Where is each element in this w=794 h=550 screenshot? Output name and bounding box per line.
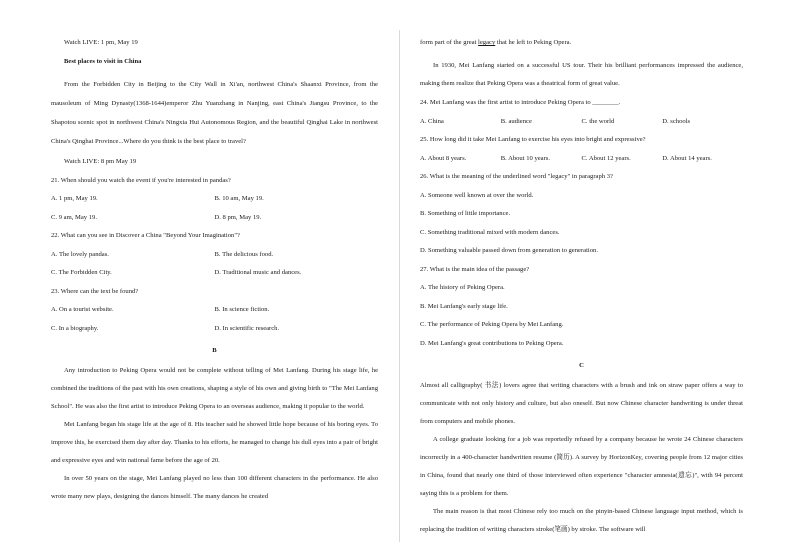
q27-option-d: D. Mei Lanfang's great contributions to Peking Opera.	[420, 339, 564, 347]
right-column	[420, 38, 743, 539]
q21-option-d: D. 8 pm, May 19.	[214, 213, 262, 221]
section-c-paragraph-2: A college graduate looking for a job was reportedly refused by a company because he wrote 24 Chinese characters incorrectly in a 400-character handwritten resume (简历). A survey by HorizonKey, covering people from 12 major cities in China, found that nearly one third of those interviewed often experience "character amnesia(遗忘)", with 94 percent saying this is a problem for them.	[420, 435, 743, 497]
q22-options-row2	[51, 268, 378, 278]
q27-option-c: C. The performance of Peking Opera by Mei Lanfang.	[420, 321, 564, 328]
q23-option-d: D. In scientific research.	[214, 324, 280, 332]
q25-options	[420, 154, 743, 164]
section-b-paragraph-2: Mei Lanfang began his stage life at the age of 8. His teacher said he showed little hope because of his boring eyes. To improve this, he exercised them day after day. Thanks to his efforts, he managed to change his dull eyes into a pair of bright and expressive eyes and win national fame before the age of 20.	[51, 420, 378, 464]
legacy-text-after: that he left to Peking Opera.	[495, 39, 572, 46]
section-b-paragraph-3: In over 50 years on the stage, Mei Lanfang played no less than 100 different characters in the performance. He also wrote many new plays, designing the dances himself. The many dances he created	[51, 474, 378, 500]
section-b-paragraph-1: Any introduction to Peking Opera would not be complete without telling of Mei Lanfang. During his stage life, he combined the traditions of the past with his own creations, shaping a style of his own and giving birth to "The Mei Lanfang School". He was also the first artist to introduce Peking Opera to an overseas audience, making it popular to the world.	[51, 366, 378, 410]
q24-option-c: C. the world	[581, 117, 615, 125]
q21-options-row1	[51, 194, 378, 204]
q27-option-b: B. Mei Lanfang's early stage life.	[420, 302, 508, 310]
watch-live-1: Watch LIVE: 1 pm, May 19	[64, 39, 138, 46]
q22-option-d: D. Traditional music and dances.	[214, 269, 302, 276]
left-column	[51, 38, 378, 506]
q27-option-a: A. The history of Peking Opera.	[420, 284, 505, 291]
q24-option-b: B. audience	[500, 117, 532, 125]
q25-option-a: A. About 8 years.	[420, 154, 467, 162]
q23-option-c: C. In a biography.	[51, 324, 99, 332]
q24-option-d: D. schools	[662, 117, 691, 125]
q24-option-a: A. China	[420, 117, 444, 125]
q25-option-d: D. About 14 years.	[662, 154, 712, 162]
section-b-paragraph-3-continued	[420, 38, 743, 48]
section-b-heading: B	[212, 346, 217, 354]
places-paragraph: From the Forbidden City in Beijing to the City Wall in Xi'an, northwest China's Shaanxi Province, from the mausoleum of Ming Dynasty(1368-1644)emperor Zhu Yuanzhang in Nanjing, east China's Jiangsu Province, to the Shapotou scenic spot in northwest China's Ningxia Hui Autonomous Region, and the beautiful Qinghai Lake in northwest China's Qinghai Province...Where do you think is the best place to travel?	[51, 81, 378, 145]
q22-option-b: B. The delicious food.	[214, 250, 274, 258]
q23-option-a: A. On a tourist website.	[51, 306, 114, 313]
q25-option-b: B. About 10 years.	[500, 154, 551, 162]
q23-options-row1	[51, 305, 378, 315]
q22-options-row1	[51, 250, 378, 260]
q22-option-c: C. The Forbidden City.	[51, 269, 112, 276]
question-26: 26. What is the meaning of the underlined word "legacy" in paragraph 3?	[420, 173, 613, 180]
question-23: 23. Where can the text be found?	[51, 287, 139, 295]
q26-option-b: B. Something of little importance.	[420, 210, 511, 217]
section-c-paragraph-3: The main reason is that most Chinese rely too much on the pinyin-based Chinese language input method, which is replacing the tradition of writing characters stroke(笔画) by stroke. The software will	[420, 507, 743, 533]
section-b-paragraph-4: In 1930, Mei Lanfang started on a successful US tour. Their his brilliant performances impressed the audience, making them realize that Peking Opera was a theatrical form of great value.	[420, 62, 743, 87]
legacy-text-before: form part of the great	[420, 39, 479, 46]
question-24: 24. Mei Lanfang was the first artist to introduce Peking Opera to ________.	[420, 99, 621, 106]
q26-option-d: D. Something valuable passed down from generation to generation.	[420, 247, 598, 254]
q26-option-a: A. Someone well known at over the world.	[420, 191, 534, 199]
q24-options	[420, 117, 743, 127]
q26-option-c: C. Something traditional mixed with modern dances.	[420, 228, 560, 236]
section-c-paragraph-1: Almost all calligraphy( 书法) lovers agree that writing characters with a brush and ink on straw paper offers a way to communicate with not only history and culture, but also oneself. But now Chinese character handwriting is under threat from computers and mobile phones.	[420, 381, 743, 425]
question-25: 25. How long did it take Mei Lanfang to exercise his eyes into bright and expressive?	[420, 136, 646, 143]
q23-option-b: B. In science fiction.	[214, 306, 270, 313]
underlined-legacy: legacy	[478, 39, 496, 46]
q21-option-a: A. 1 pm, May 19.	[51, 195, 98, 202]
q21-option-c: C. 9 am, May 19.	[51, 213, 97, 221]
question-22: 22. What can you see in Discover a China "Beyond Your Imagination"?	[51, 232, 240, 239]
column-divider	[399, 30, 400, 542]
question-27: 27. What is the main idea of the passage?	[420, 265, 530, 273]
watch-live-2: Watch LIVE: 8 pm May 19	[64, 158, 137, 165]
q21-option-b: B. 10 am, May 19.	[214, 195, 264, 202]
section-c-heading: C	[579, 361, 584, 369]
q25-option-c: C. About 12 years.	[581, 154, 631, 162]
question-21: 21. When should you watch the event if you're interested in pandas?	[51, 176, 231, 184]
places-heading: Best places to visit in China	[64, 57, 142, 65]
q23-options-row2	[51, 324, 378, 334]
q22-option-a: A. The lovely pandas.	[51, 250, 109, 258]
q21-options-row2	[51, 213, 378, 223]
